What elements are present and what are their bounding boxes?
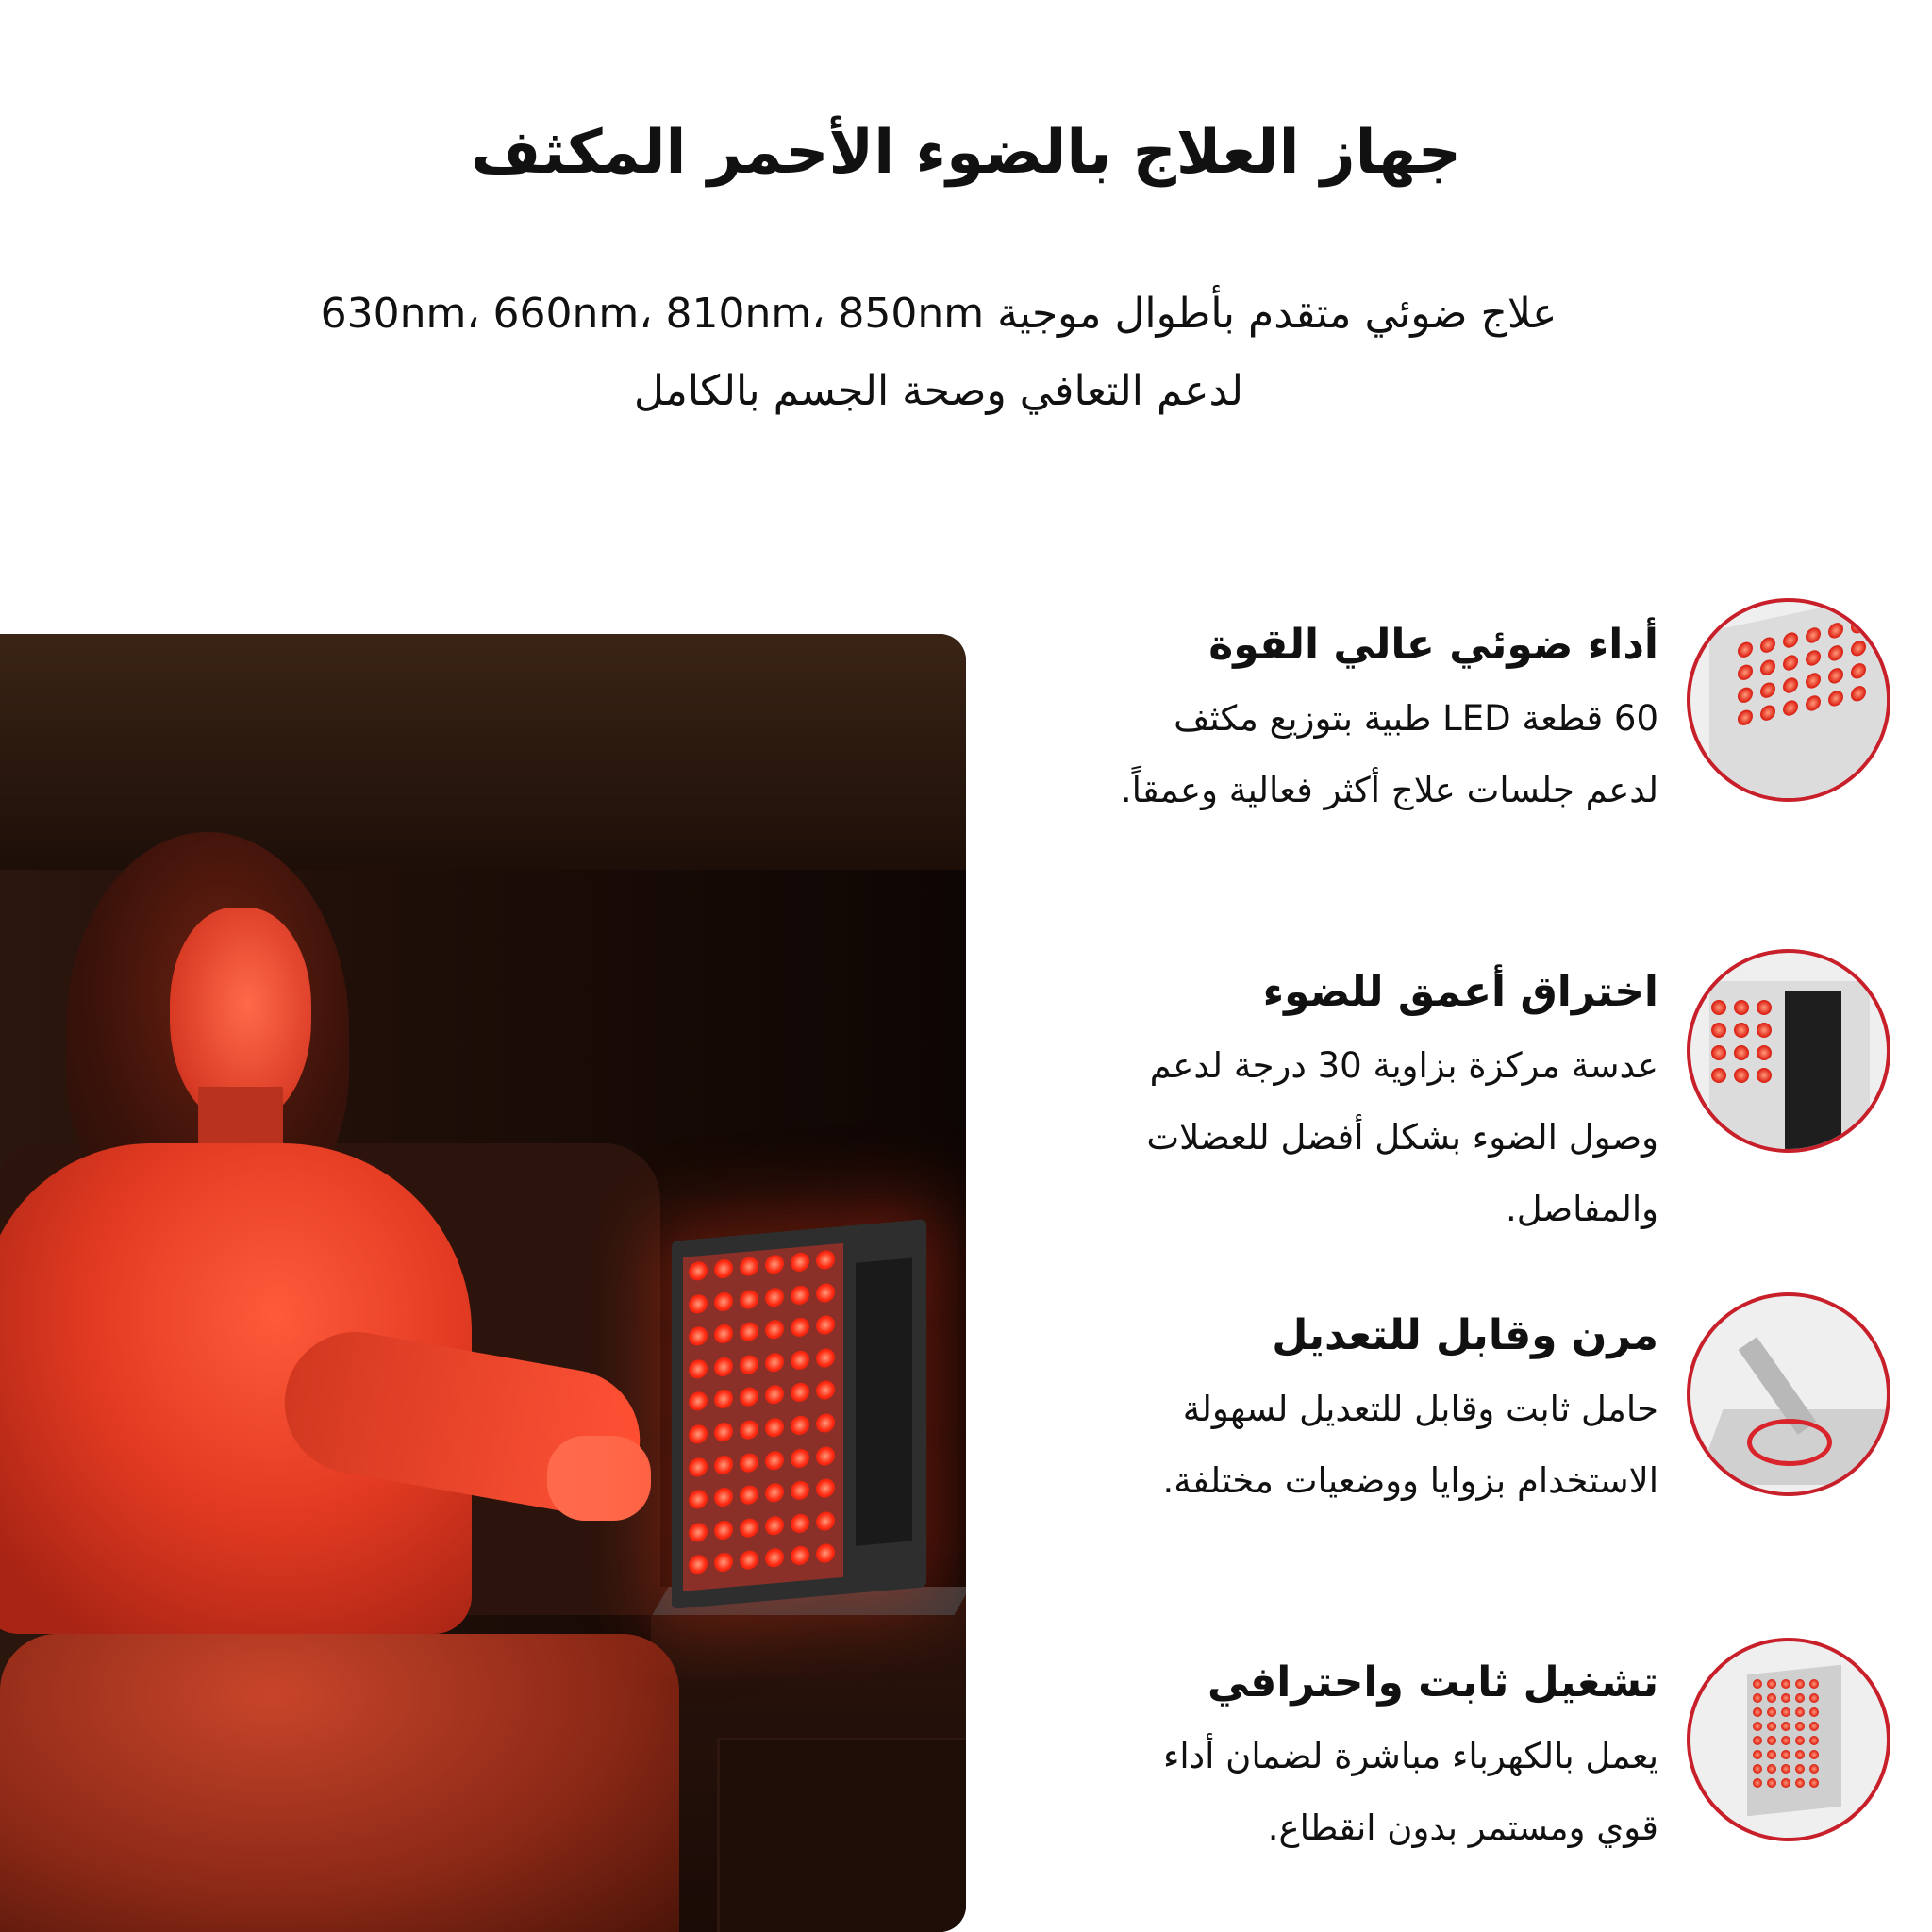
- subtitle-line-1: علاج ضوئي متقدم بأطوال موجية 630nm، 660nm، 810nm، 850nm: [320, 290, 1557, 338]
- led-dot: [740, 1355, 758, 1375]
- feature-2-desc-line-2: وصول الضوء بشكل أفضل للعضلات: [1146, 1117, 1658, 1158]
- led-dot: [791, 1252, 809, 1273]
- led-dot: [1711, 1068, 1726, 1083]
- led-dot: [765, 1254, 784, 1274]
- led-dot: [1809, 1764, 1819, 1774]
- led-dot: [816, 1347, 835, 1368]
- led-dot: [714, 1455, 733, 1475]
- led-dot: [1757, 1068, 1772, 1083]
- led-dot: [1734, 1000, 1749, 1015]
- led-dot: [1806, 694, 1821, 712]
- feature-2-desc-line-1: عدسة مركزة بزاوية 30 درجة لدعم: [1149, 1045, 1658, 1086]
- feature-2-title: اختراق أعمق للضوء: [1262, 968, 1658, 1016]
- led-dot: [1738, 686, 1753, 704]
- led-dot: [816, 1478, 835, 1499]
- led-dot: [816, 1445, 835, 1466]
- led-dot: [816, 1282, 835, 1303]
- photo-device-control-panel: [856, 1258, 912, 1546]
- led-dot: [689, 1457, 708, 1477]
- led-dot: [689, 1260, 708, 1281]
- led-dot: [1767, 1707, 1776, 1717]
- led-dot: [740, 1550, 758, 1571]
- led-dot: [816, 1543, 835, 1564]
- feature-4-desc-line-1: يعمل بالكهرباء مباشرة لضمان أداء: [1162, 1736, 1658, 1776]
- led-dot: [1795, 1679, 1805, 1689]
- led-dot: [689, 1424, 708, 1444]
- led-dot: [765, 1417, 784, 1438]
- feature-1-desc: [1121, 683, 1658, 826]
- led-dot: [1781, 1707, 1790, 1717]
- led-dot: [740, 1452, 758, 1473]
- led-dot: [791, 1513, 809, 1534]
- thumb-4-led-grid: [1753, 1679, 1819, 1788]
- led-dot: [1753, 1679, 1762, 1689]
- led-dot: [1806, 672, 1821, 690]
- photo-drawer: [717, 1738, 966, 1932]
- led-dot: [791, 1545, 809, 1566]
- subtitle-line-2: لدعم التعافي وصحة الجسم بالكامل: [633, 367, 1244, 415]
- feature-3-desc-line-1: حامل ثابت وقابل للتعديل لسهولة: [1182, 1389, 1658, 1429]
- led-dot: [765, 1385, 784, 1406]
- led-dot: [1809, 1778, 1819, 1788]
- led-dot: [1806, 626, 1821, 644]
- led-dot: [1781, 1736, 1790, 1745]
- led-dot: [791, 1415, 809, 1436]
- led-dot: [1809, 1722, 1819, 1731]
- feature-3-title: مرن وقابل للتعديل: [1272, 1311, 1658, 1359]
- led-dot: [1753, 1736, 1762, 1745]
- led-dot: [791, 1480, 809, 1501]
- photo-device-led-grid: [683, 1243, 843, 1591]
- led-dot: [1781, 1693, 1790, 1703]
- led-dot: [740, 1485, 758, 1506]
- led-dot: [689, 1490, 708, 1510]
- led-dot: [1738, 708, 1753, 726]
- led-dot: [1828, 690, 1843, 708]
- led-dot: [1783, 631, 1798, 649]
- led-dot: [1795, 1722, 1805, 1731]
- led-dot: [816, 1510, 835, 1531]
- led-dot: [816, 1250, 835, 1271]
- feature-3-desc: [1163, 1374, 1658, 1517]
- led-dot: [1781, 1722, 1790, 1731]
- led-dot: [1809, 1736, 1819, 1745]
- led-dot: [1851, 662, 1866, 680]
- led-dot: [1753, 1750, 1762, 1759]
- led-dot: [1781, 1778, 1790, 1788]
- feature-2-desc: [1146, 1030, 1658, 1245]
- led-dot: [1767, 1722, 1776, 1731]
- led-dot: [714, 1291, 733, 1312]
- led-dot: [1828, 622, 1843, 640]
- led-dot: [791, 1350, 809, 1371]
- page-subtitle: [189, 275, 1689, 430]
- photo-wall: [0, 634, 966, 879]
- led-dot: [714, 1357, 733, 1377]
- led-dot: [1851, 640, 1866, 658]
- led-dot: [1781, 1679, 1790, 1689]
- led-dot: [765, 1320, 784, 1341]
- led-dot: [791, 1317, 809, 1338]
- led-dot: [714, 1487, 733, 1507]
- led-dot: [1781, 1764, 1790, 1774]
- photo-blanket: [0, 1634, 679, 1932]
- led-dot: [1738, 663, 1753, 681]
- led-dot: [765, 1287, 784, 1307]
- led-dot: [689, 1522, 708, 1542]
- feature-4-desc-line-2: قوي ومستمر بدون انقطاع.: [1267, 1807, 1658, 1848]
- led-dot: [1795, 1707, 1805, 1717]
- photo-red-light-device: [672, 1219, 926, 1609]
- feature-1-desc-line-1: 60 قطعة LED طبية بتوزيع مكثف: [1174, 698, 1658, 739]
- photo-person-hand: [547, 1436, 651, 1521]
- led-dot: [689, 1555, 708, 1575]
- led-dot: [1753, 1707, 1762, 1717]
- led-dot: [1760, 704, 1775, 722]
- led-dot: [1753, 1778, 1762, 1788]
- feature-4: [1163, 1653, 1658, 1864]
- led-dot: [791, 1382, 809, 1403]
- feature-1-desc-line-2: لدعم جلسات علاج أكثر فعالية وعمقاً.: [1120, 770, 1658, 810]
- led-dot: [1795, 1736, 1805, 1745]
- feature-4-title: تشغيل ثابت واحترافي: [1207, 1658, 1658, 1707]
- led-dot: [740, 1518, 758, 1539]
- feature-3-desc-line-2: الاستخدام بزوايا ووضعيات مختلفة.: [1162, 1460, 1658, 1501]
- led-dot: [765, 1450, 784, 1471]
- thumb-3-rotate-arrow: [1747, 1419, 1832, 1466]
- led-dot: [740, 1257, 758, 1277]
- full-device-icon: [1687, 1638, 1890, 1841]
- led-dot: [1767, 1764, 1776, 1774]
- led-dot: [816, 1413, 835, 1434]
- led-dot: [1753, 1693, 1762, 1703]
- led-dot: [1753, 1722, 1762, 1731]
- feature-1: [1121, 615, 1658, 826]
- led-dot: [1809, 1750, 1819, 1759]
- led-dot: [1828, 667, 1843, 685]
- led-dot: [1711, 1000, 1726, 1015]
- led-dot: [1760, 636, 1775, 654]
- led-dot: [1767, 1736, 1776, 1745]
- page-title: جهاز العلاج بالضوء الأحمر المكثف: [470, 118, 1462, 188]
- led-dot: [689, 1326, 708, 1347]
- led-dot: [714, 1258, 733, 1279]
- led-dot: [714, 1422, 733, 1442]
- led-dot: [1757, 1045, 1772, 1060]
- adjustable-stand-icon: [1687, 1292, 1890, 1496]
- led-dot: [714, 1324, 733, 1344]
- led-dot: [765, 1515, 784, 1536]
- led-dot: [1738, 641, 1753, 658]
- led-dot: [740, 1420, 758, 1441]
- feature-2: [1146, 962, 1658, 1245]
- led-dot: [1767, 1750, 1776, 1759]
- led-dot: [714, 1553, 733, 1574]
- led-dot: [1783, 699, 1798, 717]
- led-dot: [714, 1389, 733, 1409]
- led-dot: [1851, 617, 1866, 635]
- led-dot: [1809, 1693, 1819, 1703]
- led-dot: [1809, 1679, 1819, 1689]
- led-dot: [1795, 1693, 1805, 1703]
- led-dot: [791, 1448, 809, 1469]
- thumb-2-led-grid: [1711, 1000, 1772, 1083]
- led-dot: [1753, 1764, 1762, 1774]
- led-dot: [765, 1483, 784, 1504]
- led-dot: [765, 1548, 784, 1569]
- led-dot: [740, 1387, 758, 1407]
- device-control-panel-icon: [1687, 949, 1890, 1153]
- led-dot: [1711, 1045, 1726, 1060]
- led-dot: [740, 1322, 758, 1342]
- led-dot: [816, 1380, 835, 1401]
- led-dot: [1734, 1068, 1749, 1083]
- led-dot: [816, 1315, 835, 1336]
- led-dot: [1781, 1750, 1790, 1759]
- led-dot: [1767, 1778, 1776, 1788]
- led-dot: [1767, 1693, 1776, 1703]
- feature-1-title: أداء ضوئي عالي القوة: [1208, 621, 1658, 669]
- led-dot: [1828, 644, 1843, 662]
- led-dot: [714, 1520, 733, 1541]
- led-dot: [1851, 685, 1866, 703]
- led-dot: [1795, 1764, 1805, 1774]
- led-dot: [1795, 1778, 1805, 1788]
- led-dot: [1767, 1679, 1776, 1689]
- thumb-2-control-strip: [1785, 991, 1841, 1151]
- led-dot: [1783, 676, 1798, 694]
- led-dot: [740, 1289, 758, 1309]
- feature-4-desc: [1163, 1721, 1658, 1864]
- led-dot: [689, 1358, 708, 1379]
- led-dot: [1809, 1707, 1819, 1717]
- led-dot: [1783, 654, 1798, 672]
- led-dot: [1757, 1000, 1772, 1015]
- led-panel-closeup-icon: [1687, 598, 1890, 802]
- led-dot: [1760, 681, 1775, 699]
- led-dot: [1734, 1045, 1749, 1060]
- led-dot: [1711, 1023, 1726, 1038]
- led-dot: [1734, 1023, 1749, 1038]
- led-dot: [791, 1285, 809, 1306]
- led-dot: [1757, 1023, 1772, 1038]
- led-dot: [1806, 649, 1821, 667]
- led-dot: [1760, 658, 1775, 676]
- led-dot: [1795, 1750, 1805, 1759]
- led-dot: [689, 1293, 708, 1314]
- feature-3: [1163, 1306, 1658, 1517]
- led-dot: [765, 1352, 784, 1373]
- feature-2-desc-line-3: والمفاصل.: [1505, 1189, 1658, 1229]
- lifestyle-photo: [0, 634, 966, 1932]
- led-dot: [689, 1391, 708, 1412]
